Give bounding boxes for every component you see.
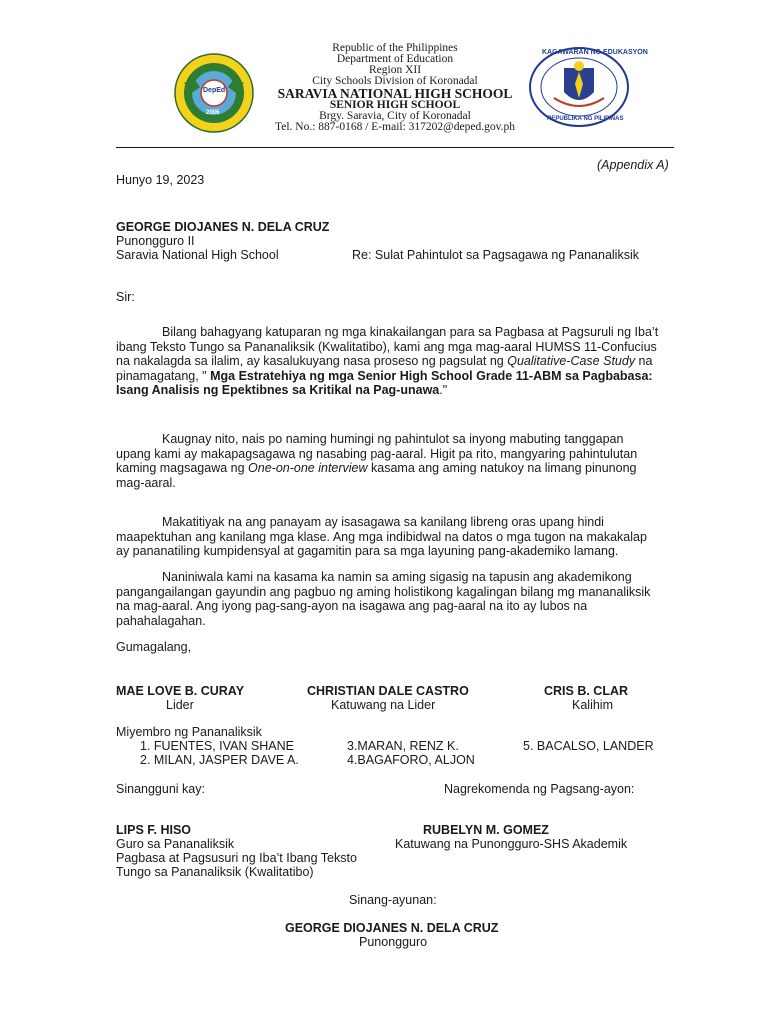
recommend-label: Nagrekomenda ng Pagsang-ayon: [444,782,635,796]
recommender-title: Katuwang na Punongguro-SHS Akademik [395,837,628,851]
p2-italic: One-on-one interview [248,461,368,476]
signatory-coleader-name: CHRISTIAN DALE CASTRO [307,684,469,698]
letter-date: Hunyo 19, 2023 [116,173,205,187]
recipient-school: Saravia National High School [116,248,279,262]
deped-seal [528,46,648,128]
body-paragraph-1 [116,325,661,398]
school-seal-center-text: DepEd [203,87,226,94]
school-name: SARAVIA NATIONAL HIGH SCHOOL [277,86,513,101]
adviser-line-2: Pagbasa at Pagsusuri ng Iba’t Ibang Teksto [116,851,357,865]
member-1: 1. FUENTES, IVAN SHANE [140,739,294,753]
p2-text-a: Kaugnay nito, nais po naming humingi ng pahintulot sa inyong mabuting tanggapan upang kami ay makapagsagawa ng nasabing pag-aaral. Higit pa rito, mangyaring pahintulutan kaming magsagawa ng [116,432,638,476]
school-seal-year: 2006 [206,110,220,116]
signatory-leader-name: MAE LOVE B. CURAY [116,684,245,698]
approver-title: Punongguro [359,935,428,949]
member-3: 3.MARAN, RENZ K. [347,739,459,753]
letterhead-line-2: Department of Education [336,53,454,65]
school-seal [174,53,254,133]
signatory-leader-role: Lider [166,698,194,712]
adviser-line-3: Tungo sa Pananaliksik (Kwalitatibo) [116,865,314,879]
approved-label: Sinang-ayunan: [349,893,437,907]
letterhead-divider [116,147,674,148]
signatory-coleader-role: Katuwang na Lider [331,698,436,712]
recipient-name: GEORGE DIOJANES N. DELA CRUZ [116,220,330,234]
p2-text-b: kasama ang aming natukoy na limang pinunong mag-aaral. [116,461,637,490]
study-title: Mga Estratehiya ng mga Senior High School Grade 11-ABM sa Pagbabasa: Isang Analisis ng Epektibnes sa Kritikal na Pag-unawa [116,368,653,398]
adviser-line-1: Guro sa Pananaliksik [116,837,235,851]
body-paragraph-2 [116,432,661,490]
deped-seal-bottom-text: REPUBLIKA NG PILIPINAS [547,116,624,122]
p1-text-c: ." [439,383,448,398]
school-department: SENIOR HIGH SCHOOL [329,99,461,111]
p1-text-a: Bilang bahagyang katuparan ng mga kinakailangan para sa Pagbasa at Pagsuruli ng Iba’t ibang Teksto Tungo sa Pananaliksik (Kwalitatibo), kami ang mga mag-aaral HUMSS 11-Confucius na nakalagda sa ilalim, ay kasalukuyang nasa proseso ng pagsulat ng [116,325,659,369]
approver-name: GEORGE DIOJANES N. DELA CRUZ [285,921,499,935]
school-address: Brgy. Saravia, City of Koronadal [319,110,471,122]
appendix-label: (Appendix A) [597,158,669,172]
member-5: 5. BACALSO, LANDER [523,739,654,753]
body-paragraph-4: Naniniwala kami na kasama ka namin sa aming sigasig na tapusin ang akademikong pangangailangan gayundin ang pagbuo ng aming holistikong kagalingan bilang mg mananaliksik na mag-aaral. Ang iyong pag-sang-ayon na isagawa ang pag-aaral na ito ay lubos na pahahalagahan. [116,570,651,628]
member-4: 4.BAGAFORO, ALJON [347,753,475,767]
body-paragraph-3: Makatitiyak na ang panayam ay isasagawa sa kanilang libreng oras upang hindi maapektuhan ang kanilang mga klase. Ang mga indibidwal na datos o mga tugon na makakalap ay pananatiling kumpidensyal at gagamitin para sa mga layuning pang-akademiko lamang. [116,515,647,559]
letterhead-line-4: City Schools Division of Koronadal [312,75,478,87]
signatory-secretary-name: CRIS B. CLAR [544,684,629,698]
salutation: Sir: [116,290,135,304]
members-label: Miyembro ng Pananaliksik [116,725,262,739]
recommender-name: RUBELYN M. GOMEZ [423,823,549,837]
member-2: 2. MILAN, JASPER DAVE A. [140,753,299,767]
letterhead-line-3: Region XII [368,64,422,76]
letterhead-line-1: Republic of the Philippines [332,42,458,54]
school-contact: Tel. No.: 887-0168 / E-mail: 317202@deped.gov.ph [275,121,515,133]
signatory-secretary-role: Kalihim [572,698,613,712]
deped-seal-top-text: KAGAWARAN NG EDUKASYON [542,49,648,56]
closing: Gumagalang, [116,640,192,654]
adviser-name: LIPS F. HISO [116,823,192,837]
subject-line: Re: Sulat Pahintulot sa Pagsagawa ng Pananaliksik [352,248,639,262]
recipient-title: Punongguro II [116,234,195,248]
p1-italic: Qualitative-Case Study [507,354,636,369]
p1-text-b: na pinamagatang, " [116,354,653,383]
consulted-label: Sinangguni kay: [116,782,205,796]
